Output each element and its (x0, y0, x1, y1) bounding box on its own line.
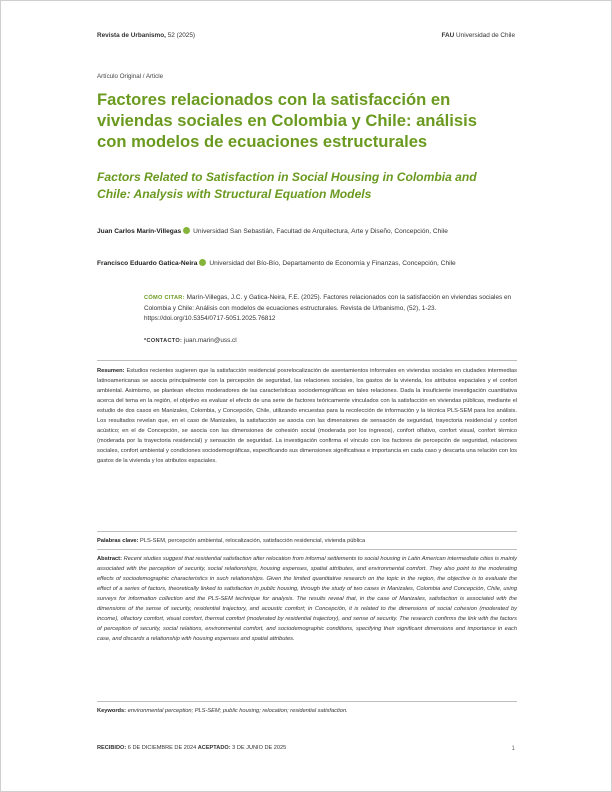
accepted-date: 3 DE JUNIO DE 2025 (232, 745, 287, 751)
divider (97, 531, 517, 532)
page-number: 1 (511, 745, 515, 752)
keywords-label: Keywords: (97, 708, 127, 714)
abstract-text: Recent studies suggest that residential satisfaction after relocation from informal settlements to social housing in Latin American intermediate cities is mainly associated with the perception of security, social relationships, housing expenses, spatial attributes, and environmental comfort. They also point to the moderating effects of sociodemographic characteristics in such relationships. Given the limited quantitative research on the topic in the region, the objective is to evaluate the effect of a series of factors, theoretically linked to satisfaction in public housing, through the study of two cases in Manizales, Colombia and Concepción, Chile, using surveys for information collection and the PLS-SEM technique for analysis. The results reveal that, in the case of Manizales, satisfaction is associated with the dimensions of the sense of security, residential trajectory, and acoustic comfort; in Concepción, it is related to the dimensions of social cohesion (moderated by income), olfactory comfort, visual comfort, thermal comfort (moderated by residential trajectory), and sense of security. The research confirms the link with the factors of perception of security, social relations, environmental comfort, and sociodemographic conditions, specifying their significant dimensions and importance in each case, and discards a relationship with housing expenses and spatial attributes. (97, 556, 517, 642)
author-affiliation: Universidad del Bío-Bío, Departamento de Economía y Finanzas, Concepción, Chile (209, 260, 456, 267)
university-name: Universidad de Chile (456, 32, 515, 39)
resumen-text: Estudios recientes sugieren que la satisfacción residencial posrelocalización de asentamientos informales en viviendas sociales en ciudades intermedias latinoamericanas se asocia principalmente con la percepción de seguridad, las relaciones sociales, los gastos de la vivienda, los atributos espaciales y el confort ambiental. Asimismo, se plantean efectos moderadores de las características sociodemográficas en tales relaciones. Dada la insuficiente investigación cuantitativa acerca del tema en la región, el objetivo es evaluar el efecto de una serie de factores teóricamente vinculados con la satisfacción en viviendas públicas, mediante el estudio de dos casos en Manizales, Colombia, y Concepción, Chile, utilizando encuestas para la recolección de información y la técnica PLS-SEM para los análisis. Los resultados revelan que, en el caso de Manizales, la satisfacción se asocia con las dimensiones de sensación de seguridad, trayectoria residencial y confort acústico; en el de Concepción, se asocia con las dimensiones de cohesión social (moderada por los ingresos), confort olfativo, confort visual, confort térmico (moderada por la trayectoria residencial) y sensación de seguridad. La investigación confirma el vínculo con los factores de percepción de seguridad, relaciones sociales, confort ambiental y condiciones sociodemográficas, especificando sus dimensiones significativas e importancia en cada caso y descarta una relación con los gastos de la vivienda y los atributos espaciales. (97, 368, 517, 464)
received-date: 6 DE DICIEMBRE DE 2024 (127, 745, 197, 751)
author-2 (97, 258, 517, 269)
author-name: Francisco Eduardo Gatica-Neira (97, 260, 198, 267)
resumen-section (97, 366, 517, 466)
org-acronym: FAU (441, 32, 455, 39)
abstract-section (97, 554, 517, 644)
divider (97, 360, 517, 361)
keywords-section (97, 706, 517, 716)
page-footer (97, 745, 515, 751)
divider (97, 549, 517, 550)
orcid-icon[interactable] (183, 227, 190, 234)
citation-text[interactable]: Marín-Villegas, J.C. y Gatica-Neira, F.E. (2025). Factores relacionados con la satisfacción en viviendas sociales en Colombia y Chile: Análisis con modelos de ecuaciones estructurales. Revista de Urbanismo, (52), 1-23. https://doi.org/10.5354/0717-5051.2025.76812 (144, 294, 512, 322)
journal-name: Revista de Urbanismo, (97, 32, 166, 39)
author-name: Juan Carlos Marín-Villegas (97, 228, 182, 235)
journal-info (97, 32, 195, 39)
author-1 (97, 226, 517, 237)
received-label: RECIBIDO: (97, 745, 127, 751)
keywords-text: environmental perception; PLS-SEM; public housing; relocation; residential satisfaction. (127, 708, 348, 714)
journal-issue: 52 (2025) (167, 32, 196, 39)
divider (97, 701, 517, 702)
citation-block (144, 293, 518, 325)
resumen-label: Resumen: (97, 368, 125, 374)
article-type: Artículo Original / Article (97, 73, 164, 80)
contact-block (144, 337, 237, 344)
palabras-clave-text: PLS-SEM, percepción ambiental, relocalización, satisfacción residencial, vivienda pública (140, 538, 366, 544)
institution-info (441, 32, 515, 39)
palabras-clave-label: Palabras clave: (97, 538, 139, 544)
abstract-label: Abstract: (97, 556, 122, 562)
contact-email[interactable]: juan.marin@uss.cl (184, 337, 237, 344)
running-header (97, 32, 515, 44)
title-english: Factors Related to Satisfaction in Social Housing in Colombia and Chile: Analysis with Structural Equation Models (97, 170, 477, 201)
accepted-label: ACEPTADO: (197, 745, 231, 751)
title-spanish: Factores relacionados con la satisfacción en viviendas sociales en Colombia y Chile: análisis con modelos de ecuaciones estructurales (97, 90, 477, 151)
palabras-clave-section (97, 536, 517, 546)
orcid-icon[interactable] (199, 259, 206, 266)
citation-label: CÓMO CITAR: (144, 295, 185, 301)
author-affiliation: Universidad San Sebastián, Facultad de Arquitectura, Arte y Diseño, Concepción, Chile (193, 228, 448, 235)
contact-label: *CONTACTO: (144, 338, 183, 344)
